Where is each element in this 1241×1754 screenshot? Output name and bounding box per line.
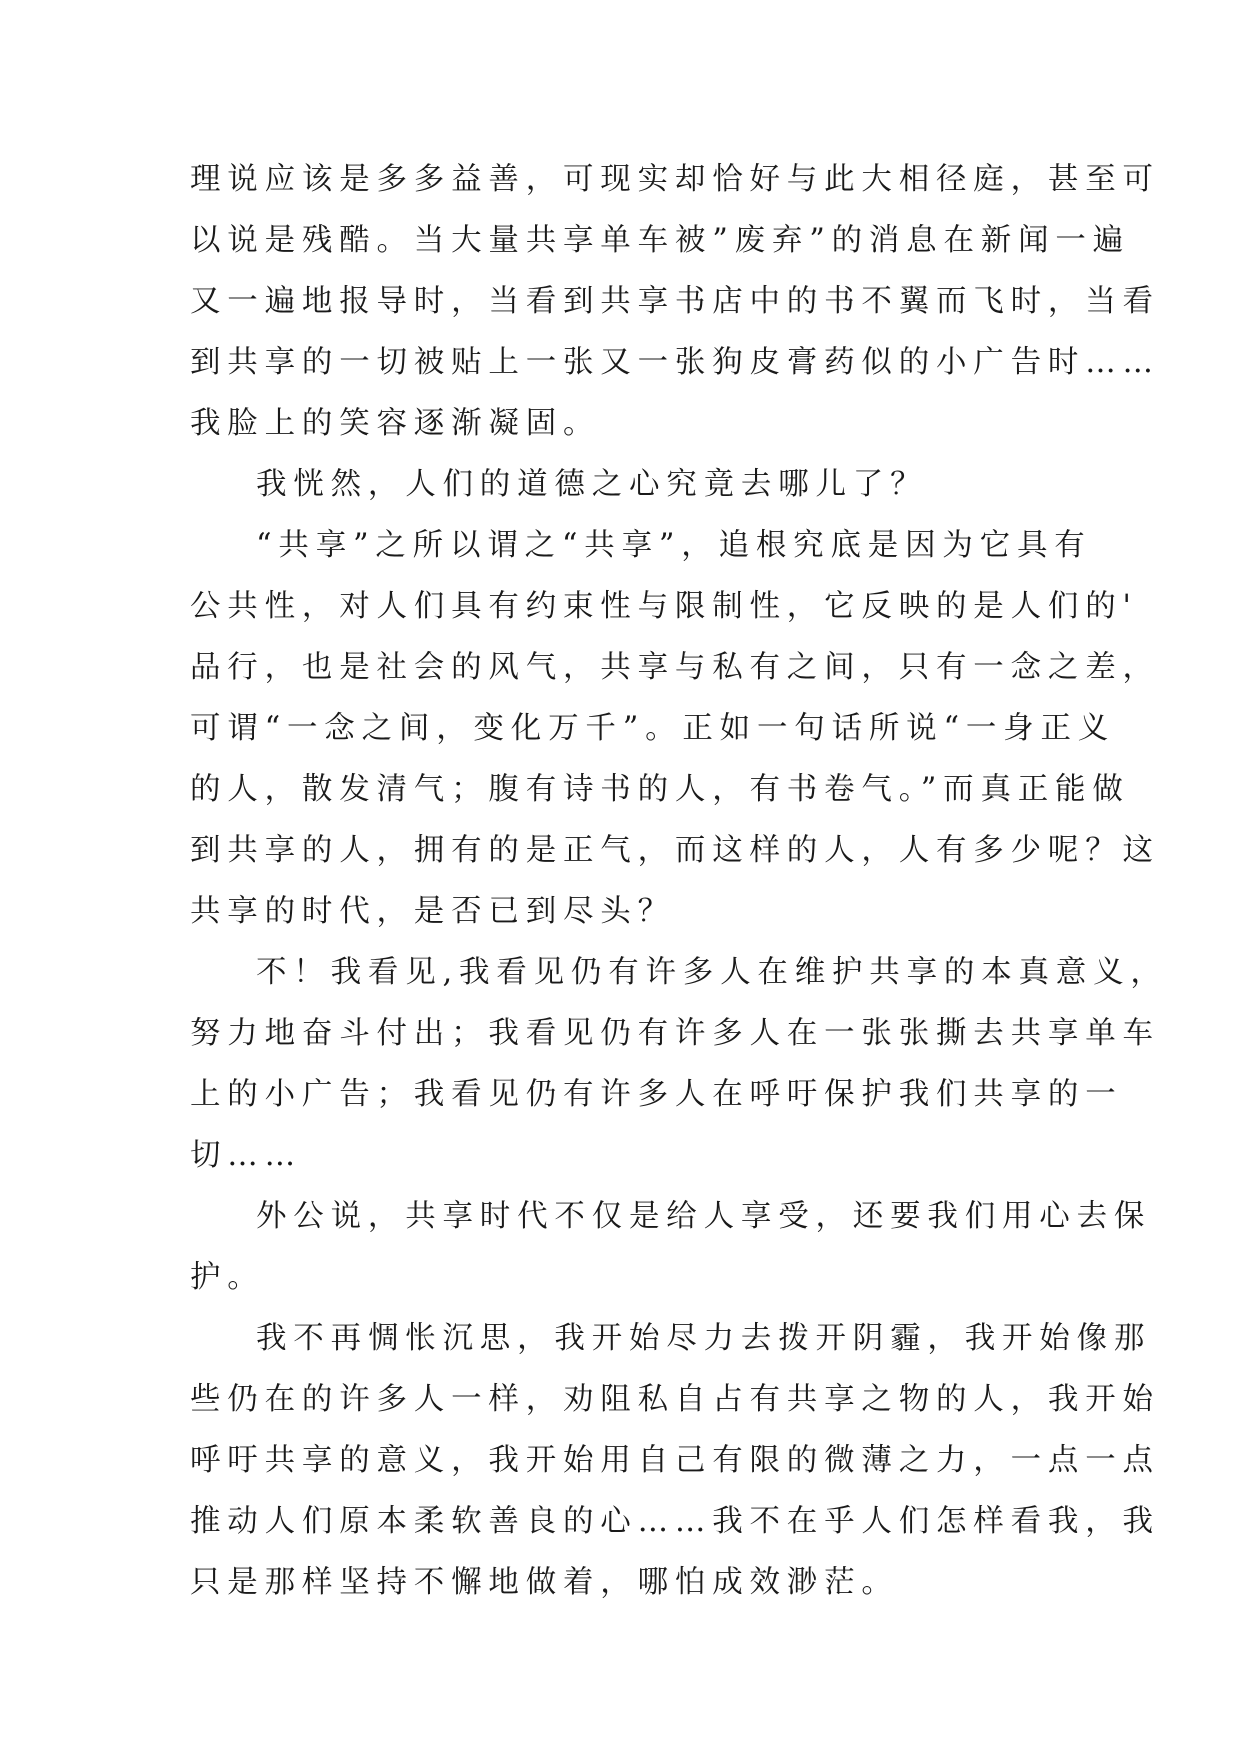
text-line: 切……	[190, 1138, 302, 1173]
text-line: 理说应该是多多益善，可现实却恰好与此大相径庭，甚至可	[190, 162, 1160, 197]
text-line: 呼吁共享的意义，我开始用自己有限的微薄之力，一点一点	[190, 1443, 1160, 1478]
text-line: 的人，散发清气；腹有诗书的人，有书卷气。”而真正能做	[190, 772, 1130, 807]
text-line: 上的小广告；我看见仍有许多人在呼吁保护我们共享的一	[190, 1077, 1123, 1112]
paragraph-first-line: 外公说，共享时代不仅是给人享受，还要我们用心去保	[256, 1199, 1152, 1234]
text-line: 公共性，对人们具有约束性与限制性，它反映的是人们的'	[190, 589, 1138, 624]
text-line: 推动人们原本柔软善良的心……我不在乎人们怎样看我，我	[190, 1504, 1160, 1539]
paragraph-first-line: 我不再惆怅沉思，我开始尽力去拨开阴霾，我开始像那	[256, 1321, 1152, 1356]
paragraph-first-line: “共享”之所以谓之“共享”，追根究底是因为它具有	[256, 528, 1092, 563]
text-line: 我脸上的笑容逐渐凝固。	[190, 406, 601, 441]
text-line: 努力地奋斗付出；我看见仍有许多人在一张张撕去共享单车	[190, 1016, 1160, 1051]
text-line: 只是那样坚持不懈地做着，哪怕成效渺茫。	[190, 1565, 899, 1600]
text-line: 些仍在的许多人一样，劝阻私自占有共享之物的人，我开始	[190, 1382, 1160, 1417]
text-line: 共享的时代，是否已到尽头？	[190, 894, 675, 929]
text-line: 又一遍地报导时，当看到共享书店中的书不翼而飞时，当看	[190, 284, 1160, 319]
text-line: 可谓“一念之间，变化万千”。正如一句话所说“一身正义	[190, 711, 1116, 746]
text-line: 到共享的一切被贴上一张又一张狗皮膏药似的小广告时……	[190, 345, 1160, 380]
text-line: 品行，也是社会的风气，共享与私有之间，只有一念之差，	[190, 650, 1160, 685]
text-line: 到共享的人，拥有的是正气，而这样的人，人有多少呢？这	[190, 833, 1160, 868]
paragraph-first-line: 不！我看见,我看见仍有许多人在维护共享的本真意义，	[256, 955, 1168, 990]
text-line: 护。	[190, 1260, 265, 1295]
text-line: 以说是残酷。当大量共享单车被”废弃”的消息在新闻一遍	[190, 223, 1130, 258]
essay-body	[190, 158, 1168, 1622]
paragraph-first-line: 我恍然，人们的道德之心究竟去哪儿了？	[256, 467, 928, 502]
